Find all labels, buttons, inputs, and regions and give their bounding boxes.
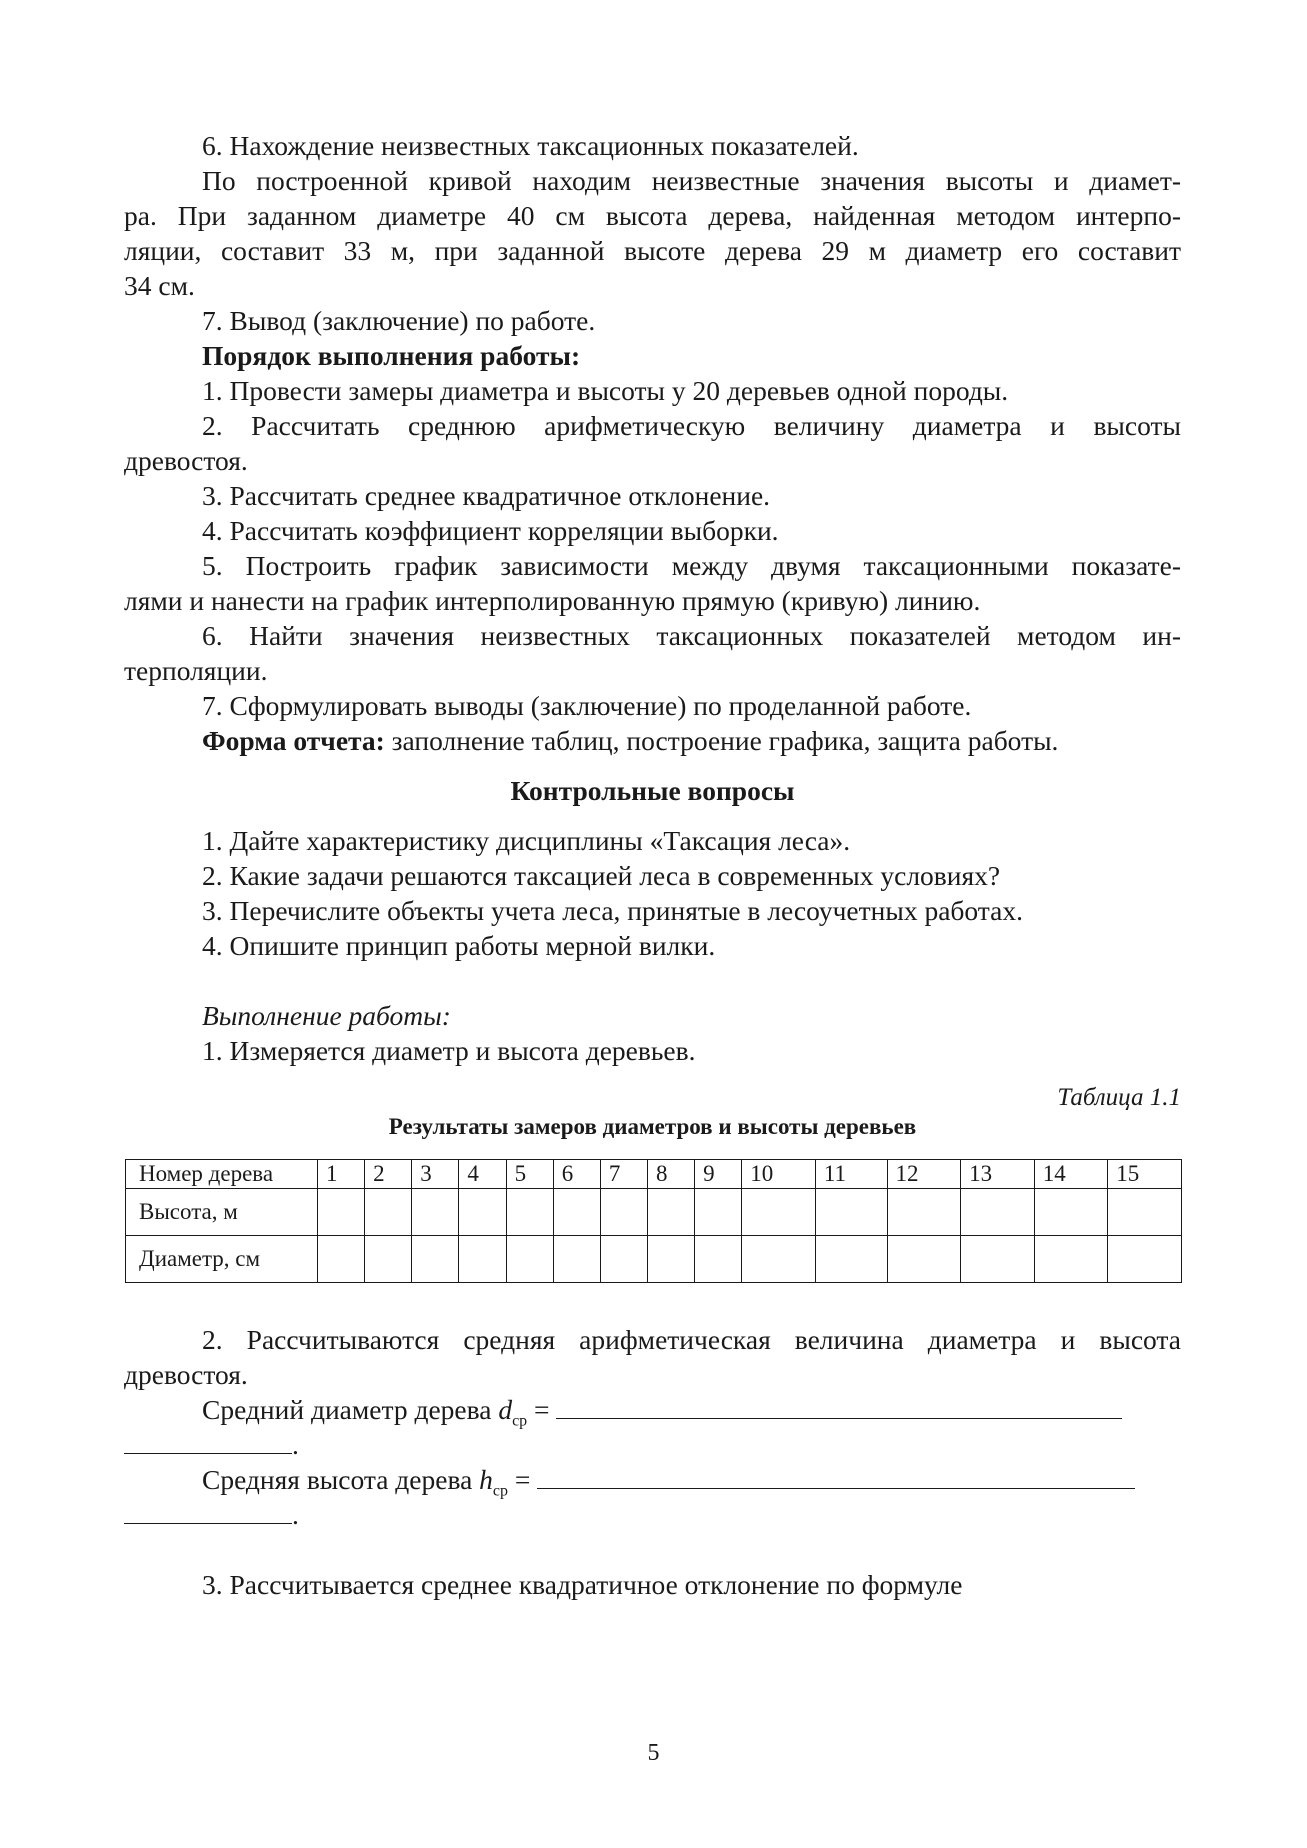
mean-height-continuation [124,1497,1181,1532]
height-cell[interactable] [961,1189,1035,1236]
mean-diameter-equals: = [527,1394,557,1425]
table-title: Результаты замеров диаметров и высоты деревьев [388,1114,917,1139]
diameter-cell[interactable] [695,1236,742,1283]
diameter-cell[interactable] [815,1236,887,1283]
diameter-cell[interactable] [412,1236,459,1283]
page-number: 5 [647,1740,660,1766]
tree-number-cell: 3 [412,1160,459,1189]
diameter-cell[interactable] [961,1236,1035,1283]
calc-step2-line2: древостоя. [124,1359,248,1390]
section6-text-line3: ляции, составит 33 м, при заданной высоте дерева 29 м диаметр его составит [124,235,1181,266]
report-form-text: заполнение таблиц, построение графика, защита работы. [384,725,1059,756]
section6-title: 6. Нахождение неизвестных таксационных показателей. [202,130,859,161]
table-row-height [126,1189,1182,1236]
diameter-cell[interactable] [459,1236,506,1283]
height-cell[interactable] [459,1189,506,1236]
height-cell[interactable] [742,1189,816,1236]
procedure-step1: 1. Провести замеры диаметра и высоты у 20 деревьев одной породы. [202,375,1009,406]
execution-heading: Выполнение работы: [202,1000,451,1031]
table-row-diameter [126,1236,1182,1283]
question-2: 2. Какие задачи решаются таксацией леса в современных условиях? [202,860,1001,891]
tree-number-cell: 5 [506,1160,553,1189]
tree-number-cell: 2 [365,1160,412,1189]
height-cell[interactable] [412,1189,459,1236]
procedure-step5-line1: 5. Построить график зависимости между двумя таксационными показате- [202,550,1181,581]
procedure-step3: 3. Рассчитать среднее квадратичное отклонение. [202,480,771,511]
tree-number-cell: 15 [1108,1160,1182,1189]
question-1: 1. Дайте характеристику дисциплины «Таксация леса». [202,825,851,856]
diameter-cell[interactable] [647,1236,694,1283]
height-cell[interactable] [506,1189,553,1236]
diameter-cell[interactable] [553,1236,600,1283]
tree-number-cell: 9 [695,1160,742,1189]
height-cell[interactable] [815,1189,887,1236]
height-cell[interactable] [553,1189,600,1236]
procedure-step6-line1: 6. Найти значения неизвестных таксационных показателей методом ин- [202,620,1181,651]
procedure-step7: 7. Сформулировать выводы (заключение) по проделанной работе. [202,690,972,721]
diameter-cell[interactable] [318,1236,365,1283]
height-cell[interactable] [365,1189,412,1236]
mean-height-equals: = [508,1464,538,1495]
mean-height-label: Средняя высота дерева [202,1464,480,1495]
procedure-step2-line2: древостоя. [124,445,248,476]
tree-number-cell: 11 [815,1160,887,1189]
height-cell[interactable] [887,1189,961,1236]
section6-text-line4: 34 см. [124,270,195,301]
diameter-cell[interactable] [506,1236,553,1283]
measurements-table [125,1159,1182,1283]
height-cell[interactable] [695,1189,742,1236]
row-label-height: Высота, м [126,1189,318,1236]
tree-number-cell: 7 [600,1160,647,1189]
section7-title: 7. Вывод (заключение) по работе. [202,305,596,336]
mean-height-blank[interactable] [537,1464,1135,1489]
diameter-cell[interactable] [887,1236,961,1283]
diameter-cell[interactable] [1034,1236,1108,1283]
table-number: Таблица 1.1 [1057,1084,1181,1111]
procedure-step6-line2: терполяции. [124,655,268,686]
questions-heading: Контрольные вопросы [510,775,795,806]
section6-text-line2: ра. При заданном диаметре 40 см высота дерева, найденная методом интерпо- [124,200,1181,231]
height-cell[interactable] [647,1189,694,1236]
procedure-step4: 4. Рассчитать коэффициент корреляции выборки. [202,515,779,546]
tree-number-cell: 1 [318,1160,365,1189]
tree-number-cell: 12 [887,1160,961,1189]
diameter-cell[interactable] [365,1236,412,1283]
tree-number-cell: 6 [553,1160,600,1189]
mean-diameter-label: Средний диаметр дерева [202,1394,499,1425]
mean-height-blank-2[interactable] [124,1499,292,1524]
question-4: 4. Опишите принцип работы мерной вилки. [202,930,716,961]
diameter-cell[interactable] [742,1236,816,1283]
diameter-cell[interactable] [600,1236,647,1283]
mean-diameter-period: . [292,1429,299,1460]
mean-diameter-continuation [124,1427,1181,1462]
row-label-diameter: Диаметр, см [126,1236,318,1283]
mean-height-var: h [479,1464,493,1495]
section6-text-line1: По построенной кривой находим неизвестные значения высоты и диамет- [202,165,1181,196]
procedure-heading: Порядок выполнения работы: [202,340,581,371]
mean-diameter-sub: ср [512,1412,528,1430]
mean-diameter-blank-2[interactable] [124,1429,292,1454]
tree-number-cell: 14 [1034,1160,1108,1189]
height-cell[interactable] [1108,1189,1182,1236]
procedure-step2-line1: 2. Рассчитать среднюю арифметическую величину диаметра и высоты [202,410,1181,441]
question-3: 3. Перечислите объекты учета леса, принятые в лесоучетных работах. [202,895,1023,926]
execution-step1: 1. Измеряется диаметр и высота деревьев. [202,1035,696,1066]
height-cell[interactable] [1034,1189,1108,1236]
tree-number-cell: 4 [459,1160,506,1189]
height-cell[interactable] [600,1189,647,1236]
procedure-step5-line2: лями и нанести на график интерполированную прямую (кривую) линию. [124,585,981,616]
mean-diameter-var: d [498,1394,513,1425]
calc-step2-line1: 2. Рассчитываются средняя арифметическая величина диаметра и высота [202,1324,1181,1355]
tree-number-cell: 13 [961,1160,1035,1189]
tree-number-cell: 10 [742,1160,816,1189]
report-form-label: Форма отчета: [202,725,385,756]
table-header-row [126,1160,1182,1189]
height-cell[interactable] [318,1189,365,1236]
mean-height-sub: ср [492,1482,509,1500]
diameter-cell[interactable] [1108,1236,1182,1283]
report-form [202,723,1181,758]
tree-number-cell: 8 [647,1160,694,1189]
header-label: Номер дерева [126,1160,318,1189]
mean-height-period: . [292,1499,299,1530]
mean-diameter-blank[interactable] [556,1394,1122,1419]
calc-step3: 3. Рассчитывается среднее квадратичное отклонение по формуле [202,1569,963,1600]
